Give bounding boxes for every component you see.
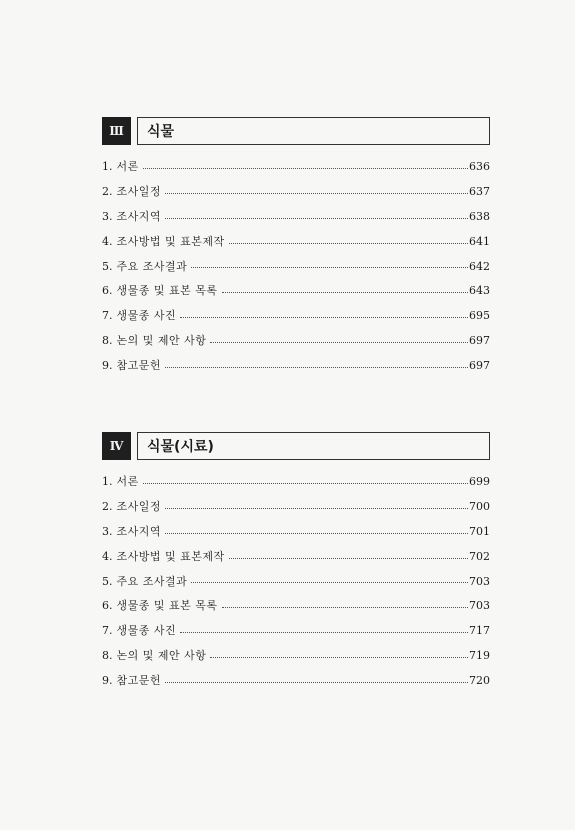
- toc-entry-label: 조사지역: [116, 209, 162, 223]
- section-title: 식물(시료): [137, 432, 490, 460]
- dot-leader: [165, 193, 468, 194]
- toc-entry-label: 논의 및 제안 사항: [116, 334, 207, 348]
- toc-entry[interactable]: [102, 545, 490, 570]
- toc-entry-number: 7.: [102, 309, 113, 323]
- toc-entry-page: 719: [469, 649, 490, 663]
- toc-entry-page: 717: [469, 624, 490, 638]
- toc-entry-number: 4.: [102, 234, 113, 248]
- dot-leader: [222, 607, 469, 608]
- toc-entry-page: 697: [469, 334, 490, 348]
- toc-entry-label: 조사지역: [116, 524, 162, 538]
- dot-leader: [165, 508, 468, 509]
- section-number-badge: Ⅲ: [102, 117, 131, 145]
- toc-entry-label: 주요 조사결과: [116, 259, 188, 273]
- section-plant-samples: [102, 432, 490, 694]
- dot-leader: [191, 582, 468, 583]
- dot-leader: [222, 292, 469, 293]
- toc-entry-label: 논의 및 제안 사항: [116, 649, 207, 663]
- toc-entry-page: 700: [469, 499, 490, 513]
- section-header: [102, 117, 490, 145]
- dot-leader: [229, 558, 468, 559]
- dot-leader: [180, 317, 468, 318]
- dot-leader: [165, 682, 468, 683]
- toc-entry-page: 699: [469, 475, 490, 488]
- toc-entry-page: 701: [469, 524, 490, 538]
- toc-entry-number: 6.: [102, 599, 113, 613]
- toc-entry-label: 서론: [116, 160, 139, 173]
- toc-entry-number: 4.: [102, 549, 113, 563]
- toc-entry-page: 702: [469, 549, 490, 563]
- toc-entry-label: 조사일정: [116, 499, 162, 513]
- toc-entry[interactable]: [102, 230, 490, 255]
- toc-entry-number: 2.: [102, 184, 113, 198]
- toc-entry-page: 636: [469, 160, 490, 173]
- toc-entry-page: 697: [469, 359, 490, 373]
- dot-leader: [210, 657, 468, 658]
- toc-entry-label: 생물종 사진: [116, 624, 177, 638]
- dot-leader: [191, 267, 468, 268]
- toc-entry[interactable]: [102, 304, 490, 329]
- toc-entry[interactable]: [102, 155, 490, 180]
- toc-entry-number: 3.: [102, 524, 113, 538]
- toc-list: [102, 470, 490, 694]
- toc-entry-number: 9.: [102, 359, 113, 373]
- toc-entry-label: 참고문헌: [116, 359, 162, 373]
- toc-entry[interactable]: [102, 520, 490, 545]
- toc-entry[interactable]: [102, 279, 490, 304]
- toc-entry[interactable]: [102, 619, 490, 644]
- toc-entry-page: 637: [469, 184, 490, 198]
- toc-entry[interactable]: [102, 594, 490, 619]
- toc-entry[interactable]: [102, 354, 490, 379]
- section-header: [102, 432, 490, 460]
- toc-entry-page: 642: [469, 259, 490, 273]
- toc-entry-page: 641: [469, 234, 490, 248]
- toc-entry-page: 703: [469, 574, 490, 588]
- dot-leader: [165, 218, 468, 219]
- toc-entry-number: 5.: [102, 574, 113, 588]
- toc-list: [102, 155, 490, 379]
- toc-entry-number: 9.: [102, 674, 113, 688]
- toc-entry-label: 생물종 사진: [116, 309, 177, 323]
- toc-entry-number: 8.: [102, 334, 113, 348]
- toc-entry[interactable]: [102, 570, 490, 595]
- section-plants: [102, 117, 490, 379]
- toc-entry-page: 638: [469, 209, 490, 223]
- toc-entry[interactable]: [102, 205, 490, 230]
- dot-leader: [229, 243, 468, 244]
- toc-entry-page: 703: [469, 599, 490, 613]
- toc-entry-number: 1.: [102, 475, 113, 488]
- toc-entry-label: 참고문헌: [116, 674, 162, 688]
- toc-entry-label: 조사방법 및 표본제작: [116, 549, 225, 563]
- toc-entry-number: 1.: [102, 160, 113, 173]
- toc-entry[interactable]: [102, 669, 490, 694]
- dot-leader: [143, 168, 468, 169]
- toc-entry-label: 생물종 및 표본 목록: [116, 284, 218, 298]
- dot-leader: [180, 632, 468, 633]
- toc-entry[interactable]: [102, 644, 490, 669]
- toc-entry-label: 조사일정: [116, 184, 162, 198]
- toc-entry[interactable]: [102, 180, 490, 205]
- toc-entry-label: 생물종 및 표본 목록: [116, 599, 218, 613]
- toc-entry[interactable]: [102, 329, 490, 354]
- toc-entry-number: 3.: [102, 209, 113, 223]
- section-title: 식물: [137, 117, 490, 145]
- toc-entry-label: 주요 조사결과: [116, 574, 188, 588]
- toc-entry[interactable]: [102, 495, 490, 520]
- toc-entry-number: 7.: [102, 624, 113, 638]
- dot-leader: [165, 367, 468, 368]
- toc-entry-number: 2.: [102, 499, 113, 513]
- toc-entry-page: 695: [469, 309, 490, 323]
- dot-leader: [143, 483, 468, 484]
- toc-entry-page: 643: [469, 284, 490, 298]
- toc-entry-number: 8.: [102, 649, 113, 663]
- toc-entry-label: 조사방법 및 표본제작: [116, 234, 225, 248]
- toc-entry[interactable]: [102, 255, 490, 280]
- toc-entry-label: 서론: [116, 475, 139, 488]
- dot-leader: [210, 342, 468, 343]
- section-number-badge: Ⅳ: [102, 432, 131, 460]
- dot-leader: [165, 533, 468, 534]
- toc-entry[interactable]: [102, 470, 490, 495]
- toc-entry-page: 720: [469, 674, 490, 688]
- toc-entry-number: 5.: [102, 259, 113, 273]
- toc-entry-number: 6.: [102, 284, 113, 298]
